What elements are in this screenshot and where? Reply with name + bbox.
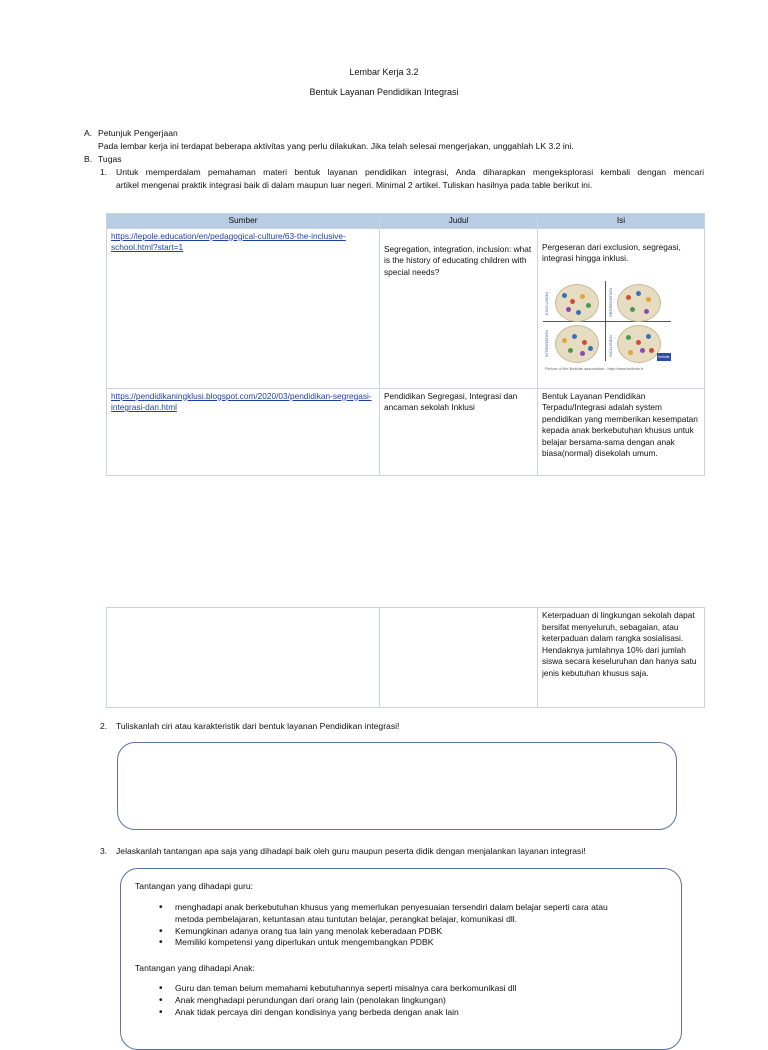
integration-circle: [555, 325, 599, 363]
article-title: Segregation, integration, inclusion: what is the history of educating children with special needs?: [384, 243, 532, 277]
task3-answer-box[interactable]: [120, 868, 682, 1050]
task2-number: 2.: [100, 721, 108, 731]
inclusion-circle: [617, 325, 661, 363]
task3-number: 3.: [100, 846, 108, 856]
exclusion-circle: [555, 284, 599, 322]
table-row: [107, 388, 705, 475]
column-header-isi: Isi: [538, 214, 705, 229]
article-title: Pendidikan Segregasi, Integrasi dan ancaman sekolah Inklusi: [384, 390, 518, 412]
column-header-judul: Judul: [380, 214, 538, 229]
anak-heading: Tantangan yang dihadapi Anak:: [135, 963, 255, 973]
cont-sumber-cell: [107, 608, 380, 708]
inclusion-diagram-image: [541, 281, 673, 376]
anak-challenges-list: [145, 983, 665, 1018]
article-summary: Bentuk Layanan Pendidikan Terpadu/Integrasi adalah system pendidikan yang memberikan kesempatan kepada anak berkebutuhan khusus untuk belajar bersama-sama dengan anak biasa(normal) disekolah umum.: [542, 390, 698, 458]
section-a-marker: A.: [84, 128, 93, 138]
page-title: Lembar Kerja 3.2: [349, 67, 419, 77]
guru-challenges-list: [145, 902, 665, 949]
quadrant-label-exclusion: EXCLUSION: [544, 291, 549, 315]
task1-number: 1.: [100, 167, 108, 177]
source-link[interactable]: https://pendidikaningklusi.blogspot.com/2020/03/pendidikan-segregasi-integrasi-dan.html: [111, 390, 372, 412]
table-header-row: [107, 214, 705, 229]
list-item: • Kemungkinan adanya orang tua lain yang menolak keberadaan PDBK: [145, 926, 665, 938]
cont-judul-cell: [380, 608, 538, 708]
figure-caption: Picture of the Bellotte association : http://www.bellotte.fr: [545, 366, 644, 371]
quadrant-label-inclusion: INCLUSION: [608, 335, 613, 357]
page-subtitle: Bentuk Layanan Pendidikan Integrasi: [309, 87, 459, 97]
list-item: • Anak tidak percaya diri dengan kondisinya yang berbeda dengan anak lain: [145, 1007, 665, 1019]
article-summary: Pergeseran dari exclusion, segregasi, integrasi hingga inklusi.: [542, 241, 681, 263]
section-b-heading: Tugas: [98, 154, 122, 164]
task2-text: Tuliskanlah ciri atau karakteristik dari bentuk layanan Pendidikan integrasi!: [116, 721, 400, 731]
section-b-marker: B.: [84, 154, 93, 164]
bellotte-logo: bellotte: [658, 355, 670, 359]
segregation-circle: [617, 284, 661, 322]
quadrant-label-segregation: SEGREGATION: [608, 287, 613, 317]
task1-line1: Untuk memperdalam pemahaman materi bentuk layanan pendidikan integrasi, Anda diharapkan mengeksplorasi kembali dengan mencari: [116, 167, 704, 177]
column-header-sumber: Sumber: [107, 214, 380, 229]
section-a-heading: Petunjuk Pengerjaan: [98, 128, 178, 138]
task3-text: Jelaskanlah tantangan apa saja yang dihadapi baik oleh guru maupun peserta didik dengan menjalankan layanan integrasi!: [116, 846, 586, 856]
list-item: • Guru dan teman belum memahami kebutuhannya seperti misalnya cara berkomunikasi dll: [145, 983, 665, 995]
article-summary: Keterpaduan di lingkungan sekolah dapat bersifat menyeluruh, sebagaian, atau keterpaduan dalam rangka sosialisasi. Hendaknya jumlahnya 10% dari jumlah siswa secara keseluruhan dan hanya satu jenis kebutuhan khusus saja.: [542, 610, 697, 678]
table-row: [107, 608, 705, 708]
list-item: • Memiliki kompetensi yang diperlukan untuk mengembangkan PDBK: [145, 937, 665, 949]
list-item: • menghadapi anak berkebutuhan khusus yang memerlukan penyesuaian tersendiri dalam belajar seperti cara atau metoda pembelajaran, ketuntasan atau tuntutan belajar, perangkat belajar, komunikasi dll.: [145, 902, 665, 926]
source-link[interactable]: https://lepole.education/en/pedagogical-culture/63-the-inclusive-school.html?start=1: [111, 230, 346, 252]
articles-table-continued: [106, 607, 705, 708]
task2-answer-box[interactable]: [117, 742, 677, 830]
list-item: • Anak menghadapi perundungan dari orang lain (penolakan lingkungan): [145, 995, 665, 1007]
task1-line2: artikel mengenai praktik integrasi baik di dalam maupun luar negeri. Minimal 2 artikel. Tuliskan hasilnya pada table berikut ini.: [116, 180, 593, 190]
section-a-text: Pada lembar kerja ini terdapat beberapa aktivitas yang perlu dilakukan. Jika telah selesai mengerjakan, unggahlah LK 3.2 ini.: [98, 141, 574, 151]
guru-heading: Tantangan yang dihadapi guru:: [135, 881, 254, 891]
quadrant-label-integration: INTEGRATION: [544, 329, 549, 357]
